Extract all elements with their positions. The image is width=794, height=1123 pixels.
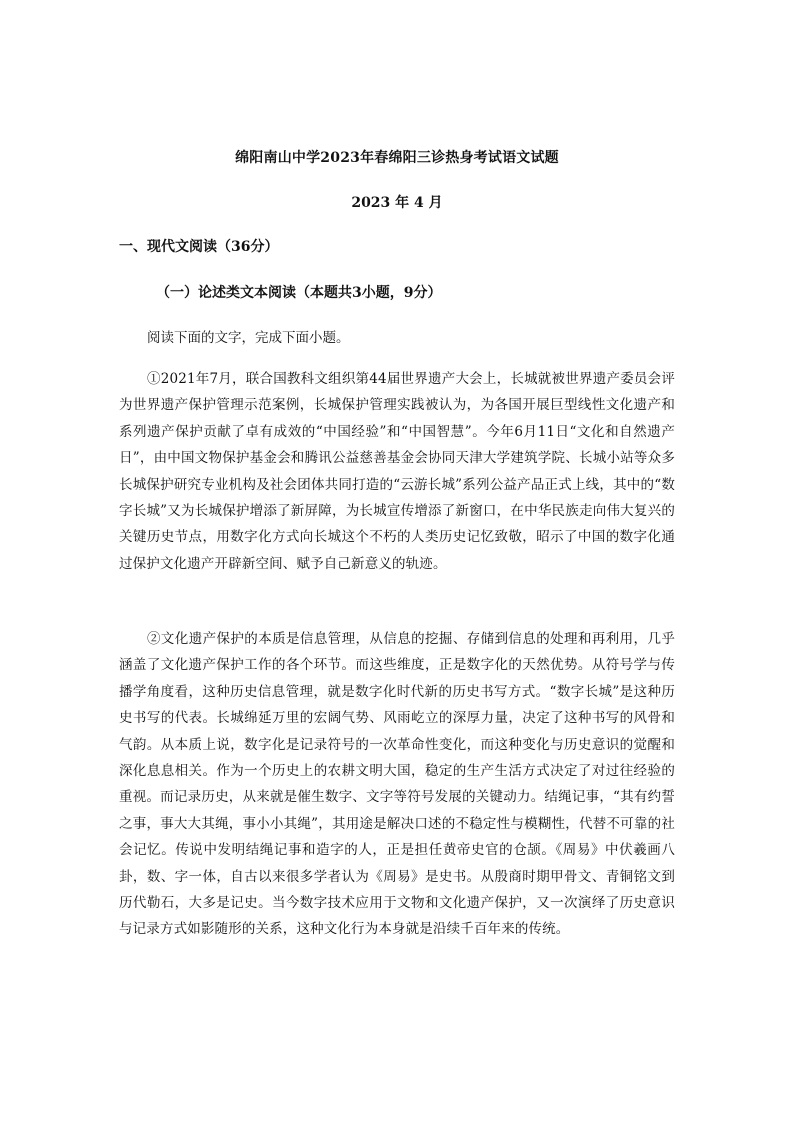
section-heading: 一、现代文阅读（36分） [119,239,279,255]
exam-date: 2023 年 4 月 [351,195,443,211]
page-title: 绵阳南山中学2023年春绵阳三诊热身考试语文试题 [235,150,559,166]
paragraph-2: ②文化遗产保护的本质是信息管理，从信息的挖掘、存储到信息的处理和再利用，几乎涵盖了文化遗产保护工作的各个环节。而这些维度，正是数字化的天然优势。从符号学与传播学角度看，这种历史信息管理，就是数字化时代新的历史书写方式。“数字长城”是这种历史书写的代表。长城绵延万里的宏阔气势、风雨屹立的深厚力量，决定了这种书写的风骨和气韵。从本质上说，数字化是记录符号的一次革命性变化，而这种变化与历史意识的觉醒和深化息息相关。作为一个历史上的农耕文明大国，稳定的生产生活方式决定了对过往经验的重视。而记录历史，从来就是催生数字、文字等符号发展的关键动力。结绳记事，“其有约誓之事，事大大其绳，事小小其绳”，其用途是解决口述的不稳定性与模糊性，代替不可靠的社会记忆。传说中发明结绳记事和造字的人，正是担任黄帝史官的仓颉。《周易》中伏羲画八卦，数、字一体，自古以来很多学者认为《周易》是史书。从殷商时期甲骨文、青铜铭文到历代勒石，大多是记史。当今数字技术应用于文物和文化遗产保护，又一次演绎了历史意识与记录方式如影随形的关系，这种文化行为本身就是沿续千百年来的传统。 [119,631,675,938]
sub-heading: （一）论述类文本阅读（本题共3小题，9分） [156,285,442,301]
reading-instruction: 阅读下面的文字，完成下面小题。 [147,330,350,346]
paragraph-1: ①2021年7月，联合国教科文组织第44届世界遗产大会上，长城就被世界遗产委员会评为世界遗产保护管理示范案例，长城保护管理实践被认为，为各国开展巨型线性文化遗产和系列遗产保护贡献了卓有成效的“中国经验”和“中国智慧”。今年6月11日“文化和自然遗产日”，由中国文物保护基金会和腾讯公益慈善基金会协同天津大学建筑学院、长城小站等众多长城保护研究专业机构及社会团体共同打造的“云游长城”系列公益产品正式上线，其中的“数字长城”又为长城保护增添了新屏障，为长城宣传增添了新窗口，在中华民族走向伟大复兴的关键历史节点，用数字化方式向长城这个不朽的人类历史记忆致敬，昭示了中国的数字化通过保护文化遗产开辟新空间、赋予自己新意义的轨迹。 [119,371,675,572]
